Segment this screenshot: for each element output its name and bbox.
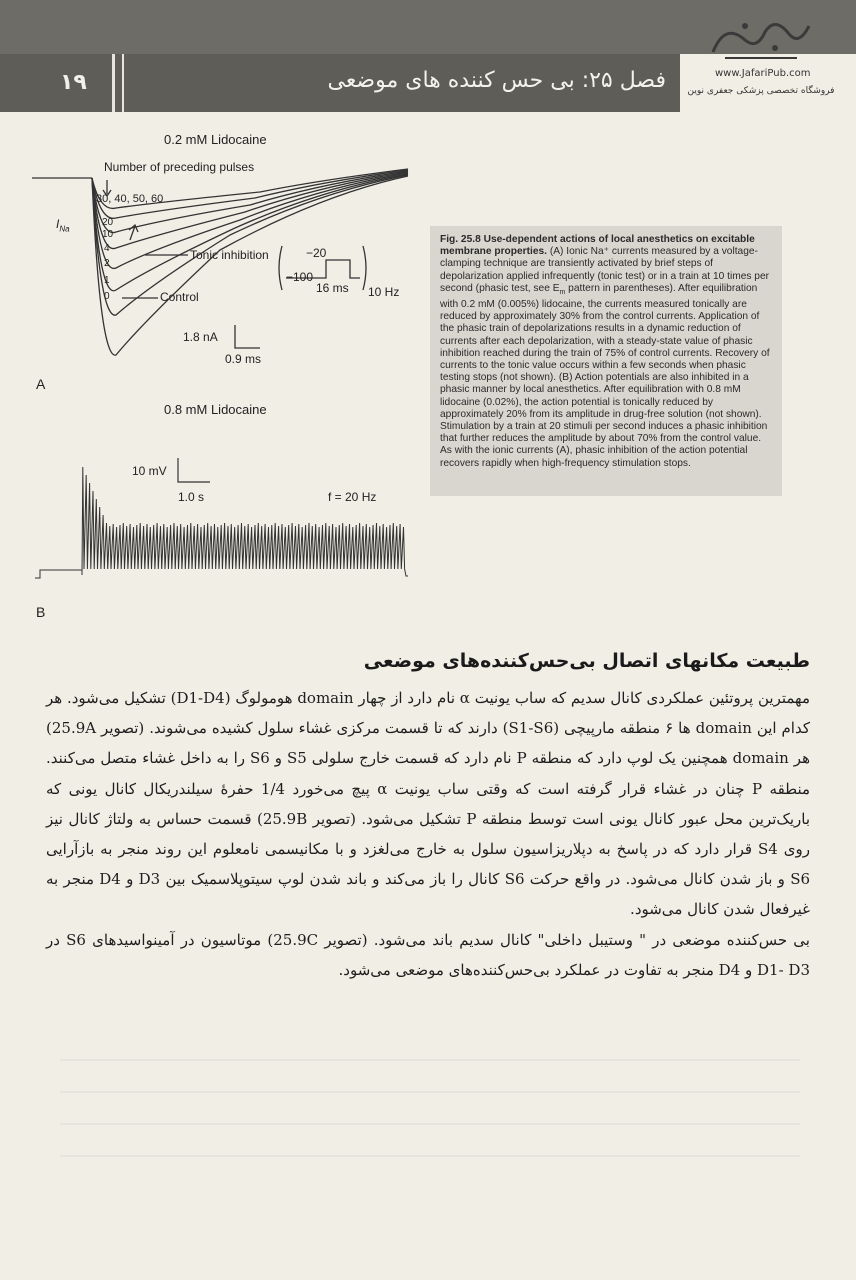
caption-text-cont: pattern in parentheses). After equilibration with 0.2 mM (0.005%) lidocaine, the currents measured tonically are reduced by approximately 30% from the control currents. Application of the phasic train of depolarizations results in a dynamic reduction of currents after each depolarization, with a steady-state value of phasic inhibition reached during the train of 75% of control currents. Recovery of currents to the tonic value occurs within a few seconds when phasic testing stops (not shown). (B) Action potentials are also inhibited in a phasic manner by local anesthetics. After equilibration with 0.8 mM lidocaine (0.02%), the action potential is tonically reduced by approximately 20% from its amplitude in drug-free solution (not shown). Stimulation by a train at 20 stimuli per second induces a phasic inhibition that further reduces the amplitude by about 70% from the control value. As with the ionic currents (A), phasic inhibition of the action potential recovers rapidly when high-frequency stimulation stops. <box>440 282 770 469</box>
protocol-step: −20 <box>306 246 327 260</box>
panel-a-figure <box>20 150 420 380</box>
body-text <box>46 683 810 985</box>
paragraph: مهمترین پروتئین عملکردی کانال سدیم که ساب یونیت α نام دارد از چهار domain هومولوگ (D1-D4) تشکیل می‌شود. هر کدام این domain ها ۶ منطقه مارپیچی (S1-S6) دارند که تا قسمت مرکزی غشاء سلول کشیده می‌شوند. (تصویر 25.9A) هر domain همچنین یک لوپ دارد که منطقه P نام دارد که قسمت خارج سلولی S5 و S6 را به داخل غشاء متصل می‌کنند. منطقه P چنان در غشاء قرار گرفته است که وقتی ساب یونیت α پیچ می‌خورد 1/4 حفرهٔ سیلندریکال کانال یونی که باریک‌ترین محل عبور کانال یونی است توسط منطقه P تشکیل می‌شود. (تصویر 25.9B) قسمت حساس به ولتاژ کانال نیز روی S4 قرار دارد که در پاسخ به دپلاریزاسیون سلول به خارج می‌لغزد و با مکانیسمی نامعلوم این روند منجر به بازآرایی S6 و باز شدن کانال می‌شود. در واقع حرکت S6 کانال را باز می‌کند و باند شدن لوپ سیتوپلاسمیک بین D3 و D4 منجر به غیرفعال شدن کانال می‌شود. <box>46 689 811 919</box>
scale-x-b: 1.0 s <box>178 490 205 504</box>
frequency-label: f = 20 Hz <box>328 490 377 504</box>
scale-y-b: 10 mV <box>132 464 167 478</box>
curve-label-2: 2 <box>104 258 110 269</box>
panel-b-trace <box>20 430 420 600</box>
curve-label-20: 20 <box>102 217 114 228</box>
paragraph: بی حس‌کننده موضعی در " وستیبل داخلی" کانال سدیم باند می‌شود. (تصویر 25.9C) موتاسیون در آمینواسیدهای S6 در D1- D3 و D4 منجر به تفاوت در عملکرد بی‌حس‌کننده‌های موضعی می‌شود. <box>46 930 810 979</box>
caption-subscript: m <box>559 288 566 296</box>
curve-label-4: 4 <box>104 243 110 254</box>
scale-x-a: 0.9 ms <box>225 352 262 366</box>
control-label: Control <box>160 290 199 304</box>
publisher-logo-icon <box>705 12 815 72</box>
logo-subtitle: فروشگاه تخصصی پزشکی جعفری نوین <box>687 86 835 96</box>
bleed-through-background <box>40 1040 820 1190</box>
caption-text: (A) Ionic Na⁺ currents measured by a voltage-clamping technique are transiently activated by brief steps of depolarization applied infrequently (tonic test) or in a train at 10 times per second (phasic test, see E <box>440 246 770 294</box>
section-heading: طبیعت مکانهای اتصال بی‌حس‌کننده‌های موضعی <box>363 650 810 672</box>
protocol-hold: −100 <box>286 270 314 284</box>
protocol-duration: 16 ms <box>316 281 349 295</box>
curve-label-0: 0 <box>104 291 110 302</box>
pulses-annotation: Number of preceding pulses <box>104 160 255 174</box>
panel-b-title: 0.8 mM Lidocaine <box>164 402 267 417</box>
caption-title: Fig. 25.8 Use-dependent actions of local anesthetics on excitable membrane properties. <box>440 234 755 258</box>
chapter-title: فصل ۲۵: بی حس کننده های موضعی <box>327 68 666 93</box>
pulse-counts: 30, 40, 50, 60 <box>96 193 164 205</box>
curve-label-1: 1 <box>104 275 110 286</box>
tonic-inhibition-label: Tonic inhibition <box>190 248 269 262</box>
page-number: ۱۹ <box>60 70 87 95</box>
header-divider <box>112 54 115 112</box>
curve-label-10: 10 <box>102 229 114 240</box>
panel-a-title: 0.2 mM Lidocaine <box>164 132 267 147</box>
page-header <box>0 0 856 118</box>
logo-url: www.JafariPub.com <box>715 68 811 79</box>
panel-b-label: B <box>36 604 46 620</box>
figure-caption <box>430 226 782 496</box>
ina-label: $I_{Na}$ <box>56 217 70 234</box>
scale-bar-b <box>178 458 210 482</box>
header-divider <box>122 54 124 112</box>
panel-a-label: A <box>36 376 46 392</box>
protocol-frequency: 10 Hz <box>368 285 400 299</box>
scale-y-a: 1.8 nA <box>183 330 218 344</box>
action-potential-trace <box>35 467 408 578</box>
